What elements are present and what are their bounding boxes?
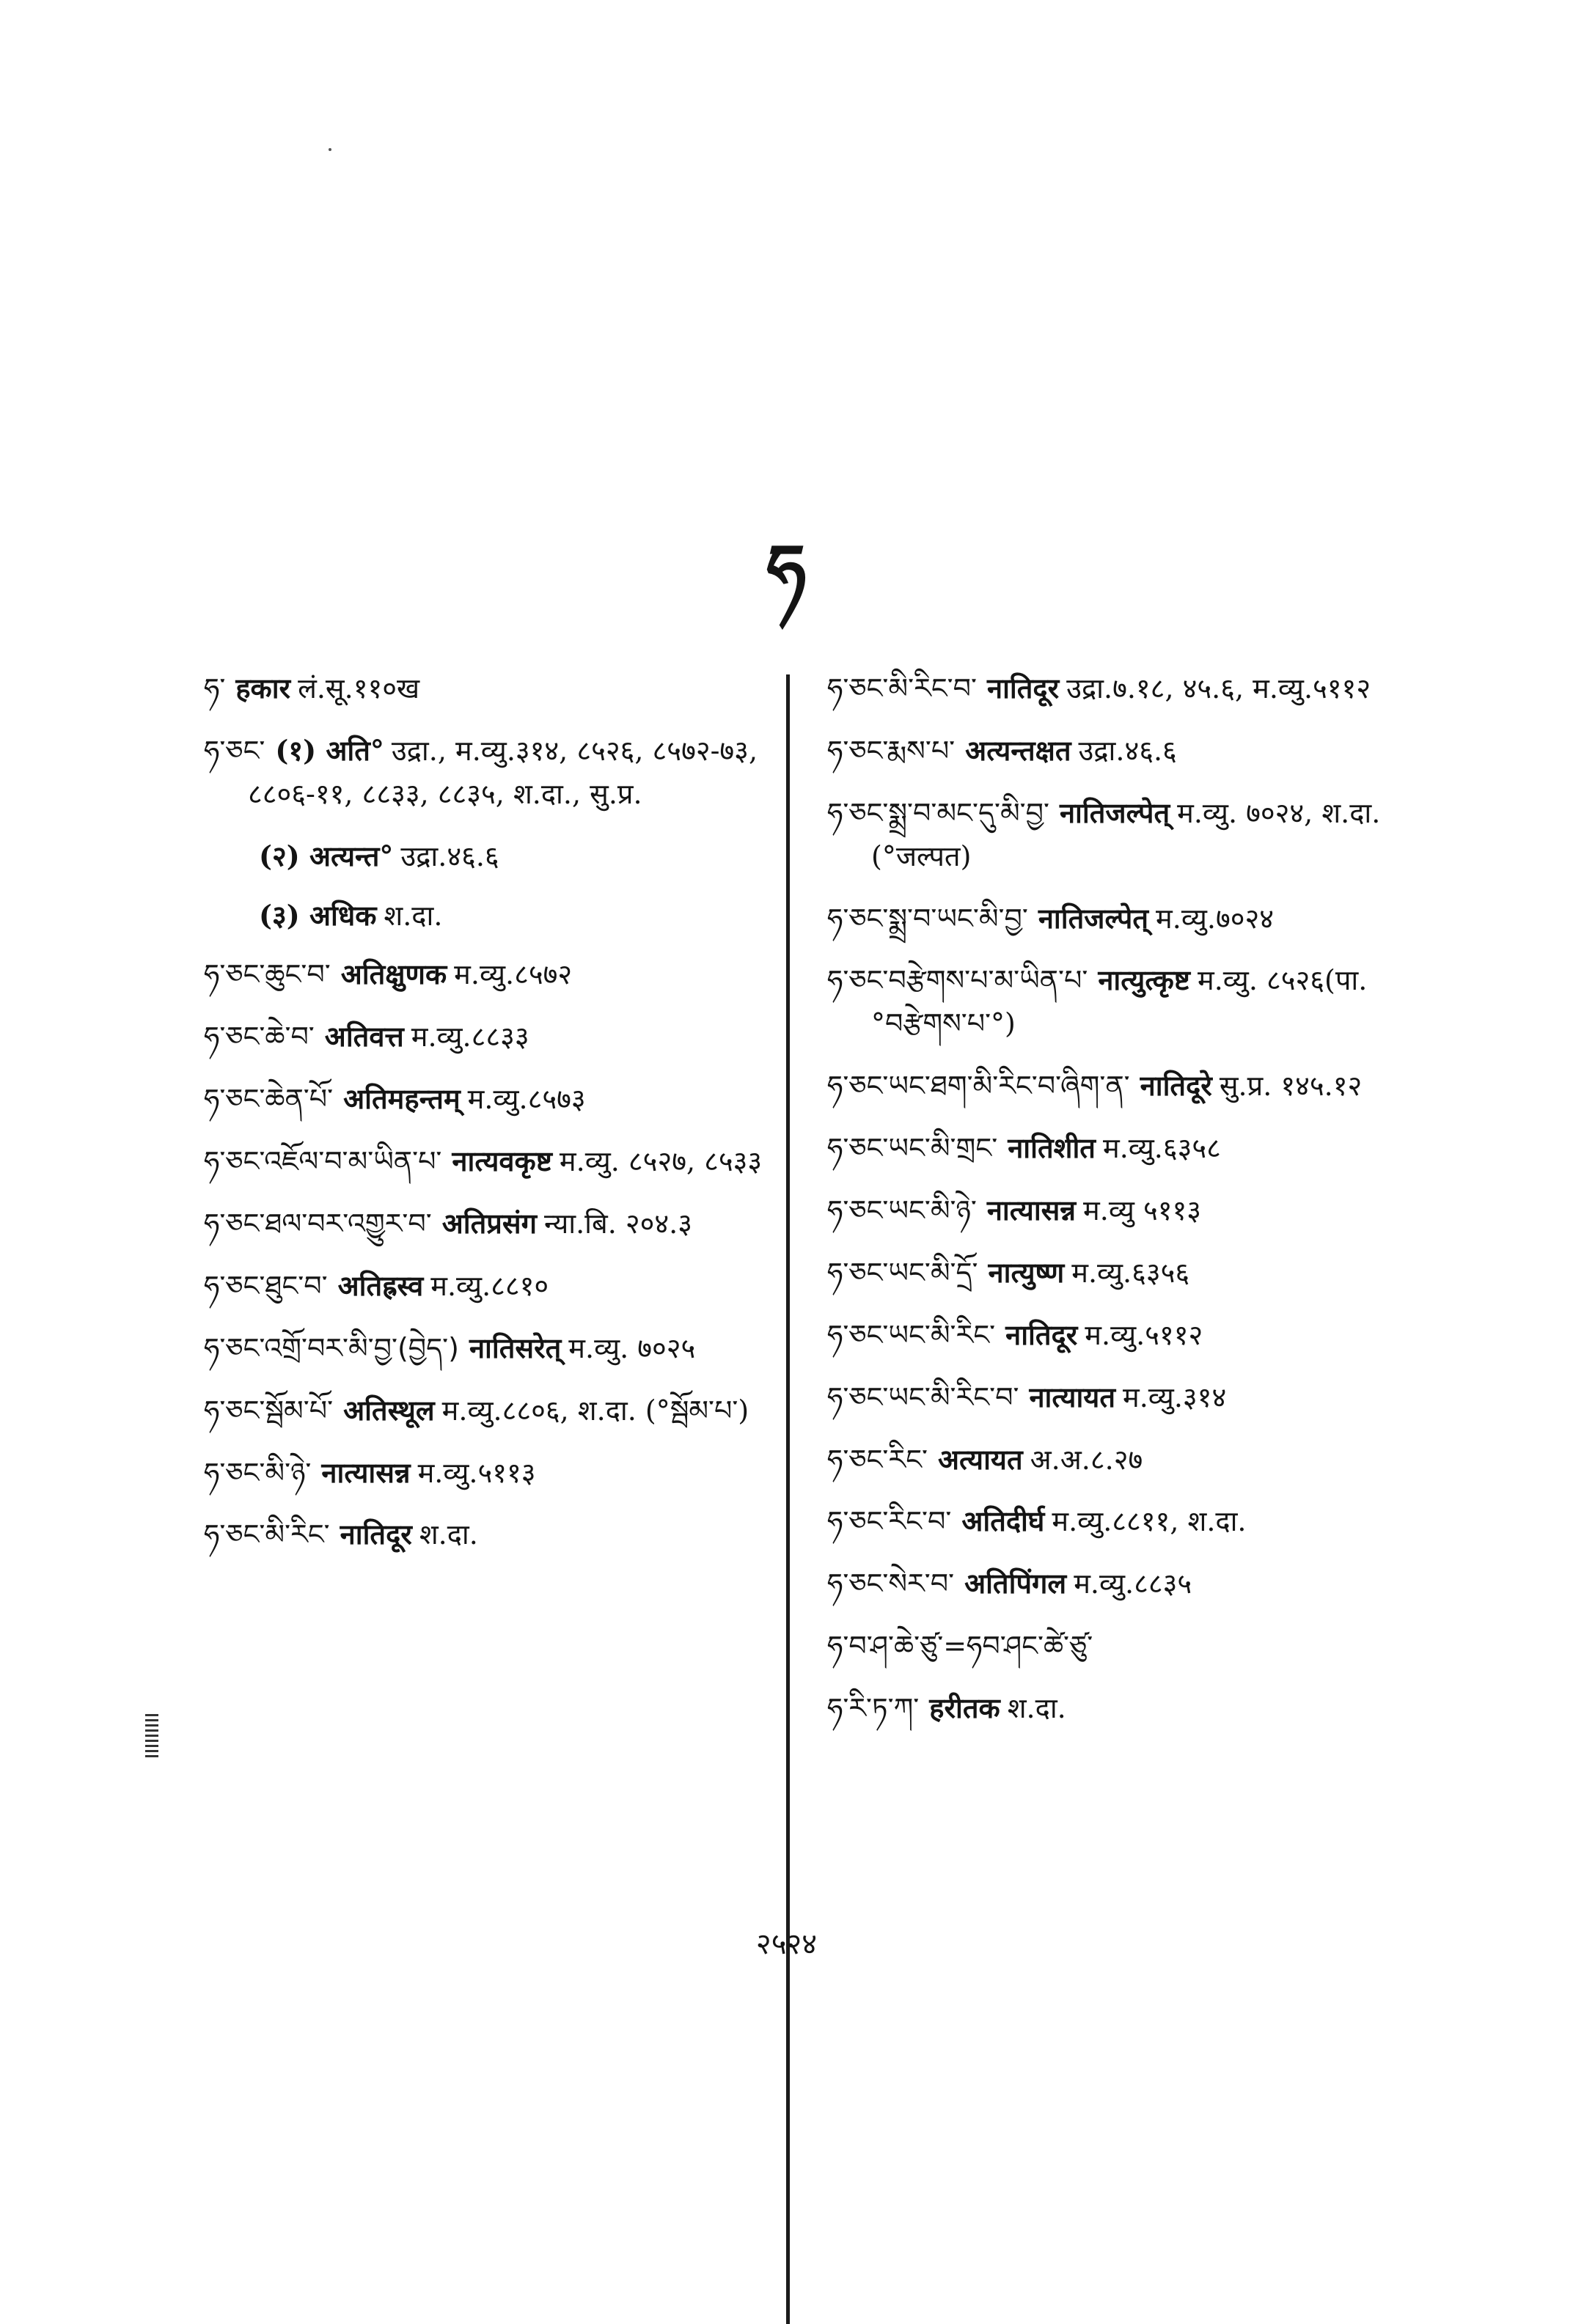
dictionary-entry	[827, 1687, 1407, 1730]
tibetan-headword: ཧ་ཅང་སྦོམ་པོ་	[204, 1394, 334, 1427]
tibetan-headword: ཧ་ཅང་ཡང་མི་ཉེ་	[827, 1194, 977, 1227]
column-divider	[786, 674, 790, 2324]
page-number: २५२४	[755, 1927, 818, 1961]
tibetan-headword: ཧ་ཅང་སེར་བ་	[827, 1567, 955, 1600]
tibetan-headword: ཧ་ཅང་འགྲོ་བར་མི་བྱ་(བྱེད་)	[204, 1331, 459, 1364]
sanskrit-equivalent: नातिदूर	[987, 672, 1060, 705]
source-references: उद्रा.७.१८, ४५.६, म.व्यु.५११२	[1066, 672, 1371, 705]
sanskrit-equivalent: हरीतक	[929, 1691, 1000, 1725]
source-references: उद्रा.४६.६	[1078, 734, 1177, 767]
dictionary-entry	[827, 1438, 1407, 1482]
sanskrit-equivalent: अत्यायत	[938, 1442, 1023, 1476]
source-references: म.व्यु.८८०६, श.दा. (°སྦོམ་པ་)	[441, 1394, 749, 1427]
sanskrit-equivalent: नात्यवकृष्ट	[452, 1144, 552, 1178]
dictionary-entry	[827, 1625, 1407, 1668]
sanskrit-equivalent: नातिजल्पेत्	[1059, 795, 1170, 829]
sanskrit-equivalent: नात्युष्ण	[988, 1255, 1065, 1289]
source-references: म.व्यु.५११२	[1085, 1318, 1203, 1351]
dictionary-entry	[827, 897, 1407, 941]
source-references: उद्रा., म.व्यु.३१४, ८५२६, ८५७२-७३, ८८०६-११, ८८३३, ८८३५, श.दा., सु.प्र.	[248, 734, 758, 810]
sanskrit-equivalent: नातिदूर	[1005, 1317, 1078, 1351]
source-references: म.व्यु.६३५६	[1071, 1256, 1190, 1289]
source-references: म.व्यु.८५७२	[454, 958, 573, 991]
tibetan-headword: ཧ་ཅང་སྨྲ་བ་མང་དུ་མི་བྱ་	[827, 796, 1049, 829]
sanskrit-equivalent: अतिवत्त	[324, 1020, 404, 1053]
source-references: म.व्यु.६३५८	[1102, 1132, 1221, 1165]
print-speck	[329, 148, 331, 151]
dictionary-entry	[827, 792, 1407, 878]
source-references: म.व्यु.८८३५	[1074, 1567, 1192, 1600]
tibetan-headword: ཧ་ཅང་ཡང་མི་རིང་བ་	[827, 1380, 1019, 1413]
left-column	[204, 667, 783, 1575]
sanskrit-equivalent: अतिक्षुणक	[340, 957, 447, 991]
tibetan-headword: ཧ་ཅང་ཆེན་པོ་	[204, 1083, 334, 1116]
source-references: उद्रा.४६.६	[400, 839, 499, 872]
right-column	[827, 667, 1407, 1749]
sanskrit-equivalent: अत्यन्तक्षत	[965, 733, 1071, 767]
dictionary-entry	[827, 1314, 1407, 1357]
sanskrit-equivalent: नातिजल्पेत्	[1038, 901, 1149, 935]
dictionary-entry	[827, 1562, 1407, 1606]
sanskrit-equivalent: हकार	[235, 672, 291, 705]
source-references: श.दा.	[384, 899, 443, 932]
dictionary-entry	[204, 1452, 783, 1495]
tibetan-headword: ཧ་ཅང་	[204, 734, 265, 767]
margin-mark	[145, 1714, 158, 1759]
dictionary-entry	[827, 1500, 1407, 1543]
source-references: सु.प्र. १४५.१२	[1219, 1070, 1363, 1103]
dictionary-entry	[827, 667, 1407, 710]
sanskrit-equivalent: नात्यासन्न	[986, 1194, 1077, 1227]
tibetan-headword: ཧ་ཅང་ཆུང་བ་	[204, 958, 331, 991]
tibetan-headword: ཧ་ཅང་རྨས་པ་	[827, 734, 956, 767]
tibetan-headword: ཧ་ཅང་འཇོལ་བ་མ་ཡིན་པ་	[204, 1145, 442, 1178]
dictionary-entry	[827, 1189, 1407, 1232]
sanskrit-equivalent: (३) अधिक	[259, 898, 377, 932]
dictionary-entry	[204, 953, 783, 996]
sanskrit-equivalent: (१) अति°	[275, 733, 384, 767]
tibetan-headword: ཧ་ཅང་ཡང་མི་དྲོ་	[827, 1256, 978, 1289]
dictionary-entry	[204, 1265, 783, 1308]
tibetan-headword: ཧ་ཅང་མི་ཉེ་	[204, 1456, 312, 1489]
source-references: म.व्यु.८८३३	[411, 1021, 529, 1053]
source-references: म.व्यु. ८५२६(पा. °བརྩེགས་པ་°)	[871, 964, 1368, 1040]
source-references: म.व्यु.५११३	[417, 1456, 536, 1489]
sanskrit-equivalent: नातिसरेत्	[469, 1331, 562, 1364]
dictionary-entry	[204, 1078, 783, 1121]
source-references: म.व्यु.८८११, श.दा.	[1052, 1505, 1247, 1538]
dictionary-entry	[827, 1251, 1407, 1295]
dictionary-entry	[204, 1140, 783, 1183]
sanskrit-equivalent: अतिमहन्तम्	[343, 1082, 461, 1116]
tibetan-headword: ཧ་ཅང་ཐུང་བ་	[204, 1269, 328, 1302]
sanskrit-equivalent: अतिपिंगल	[964, 1567, 1067, 1600]
tibetan-headword: ཧ་བ་ཤ་ཆེ་ཙུ་=ཧབ་ཤང་ཚེ་ཙུ་	[827, 1630, 1093, 1663]
sanskrit-equivalent: नातिशीत	[1008, 1131, 1096, 1165]
sanskrit-equivalent: अतिदीर्घ	[961, 1504, 1045, 1538]
tibetan-headword: ཧ་ཅང་ཡང་མི་གྲང་	[827, 1132, 998, 1165]
tibetan-headword: ཧ་ཅང་ཡང་ཐག་མི་རིང་བ་ཞིག་ན་	[827, 1070, 1130, 1103]
source-references: अ.अ.८.२७	[1030, 1443, 1143, 1476]
dictionary-entry	[827, 1127, 1407, 1170]
tibetan-headword: ཧ་ཅང་རིང་བ་	[827, 1505, 952, 1538]
dictionary-subsense	[204, 835, 783, 878]
tibetan-headword: ཧ་ཅང་མི་རིང་	[204, 1518, 330, 1551]
sanskrit-equivalent: अतिह्रस्व	[337, 1268, 424, 1302]
dictionary-entry	[204, 667, 783, 710]
sanskrit-equivalent: नातिदूरे	[1140, 1069, 1212, 1103]
source-references: म.व्यु.७०२४	[1156, 902, 1274, 935]
sanskrit-equivalent: नात्यासन्न	[321, 1455, 411, 1489]
dictionary-subsense	[204, 894, 783, 938]
source-references: लं.सू.११०ख	[298, 672, 420, 705]
dictionary-entry	[204, 1513, 783, 1556]
sanskrit-equivalent: अतिप्रसंग	[441, 1207, 537, 1240]
tibetan-headword: ཧ་ཅང་ཡང་མི་རིང་	[827, 1318, 996, 1351]
dictionary-entry	[827, 959, 1407, 1045]
sanskrit-equivalent: अतिस्थूल	[343, 1393, 435, 1427]
dictionary-entry	[204, 1202, 783, 1246]
tibetan-headword: ཧ་ཅང་ཆེ་བ་	[204, 1021, 315, 1053]
source-references: म.व्यु. ८५२७, ८५३३	[559, 1145, 763, 1178]
source-references: श.दा.	[419, 1518, 478, 1551]
tibetan-headword: ཧ་ཅང་རིང་	[827, 1443, 928, 1476]
tibetan-headword: ཧ་རི་ཏ་ཀ་	[827, 1692, 920, 1725]
source-references: श.दा.	[1007, 1692, 1066, 1725]
dictionary-entry	[204, 1327, 783, 1370]
source-references: न्या.बि. २०४.३	[543, 1207, 692, 1240]
source-references: म.व्यु ५११३	[1083, 1194, 1201, 1227]
dictionary-entry	[827, 1064, 1407, 1108]
dictionary-entry	[827, 729, 1407, 773]
dictionary-entry	[204, 1015, 783, 1059]
sanskrit-equivalent: नात्यायत	[1029, 1380, 1115, 1413]
tibetan-headword: ཧ་ཅང་མི་རིང་བ་	[827, 672, 977, 705]
sanskrit-equivalent: नातिदूर	[340, 1518, 412, 1551]
tibetan-headword: ཧ་	[204, 672, 226, 705]
source-references: म.व्यु.८८१०	[430, 1269, 549, 1302]
section-letter: ཧ	[766, 529, 807, 611]
source-references: म.व्यु. ७०२४, श.दा. (°जल्पत)	[871, 796, 1381, 872]
dictionary-entry	[204, 1389, 783, 1433]
source-references: म.व्यु. ७०२५	[568, 1331, 696, 1364]
source-references: म.व्यु.८५७३	[467, 1083, 586, 1116]
tibetan-headword: ཧ་ཅང་སྨྲ་བ་ཡང་མི་བྱ་	[827, 902, 1028, 935]
source-references: म.व्यु.३१४	[1123, 1380, 1227, 1413]
tibetan-headword: ཧ་ཅང་བརྩེགས་པ་མ་ཡིན་པ་	[827, 964, 1088, 997]
sanskrit-equivalent: नात्युत्कृष्ट	[1098, 963, 1190, 997]
dictionary-entry	[204, 729, 783, 816]
tibetan-headword: ཧ་ཅང་ཐལ་བར་འགྱུར་བ་	[204, 1207, 432, 1240]
sanskrit-equivalent: (२) अत्यन्त°	[259, 839, 394, 872]
dictionary-entry	[827, 1376, 1407, 1419]
